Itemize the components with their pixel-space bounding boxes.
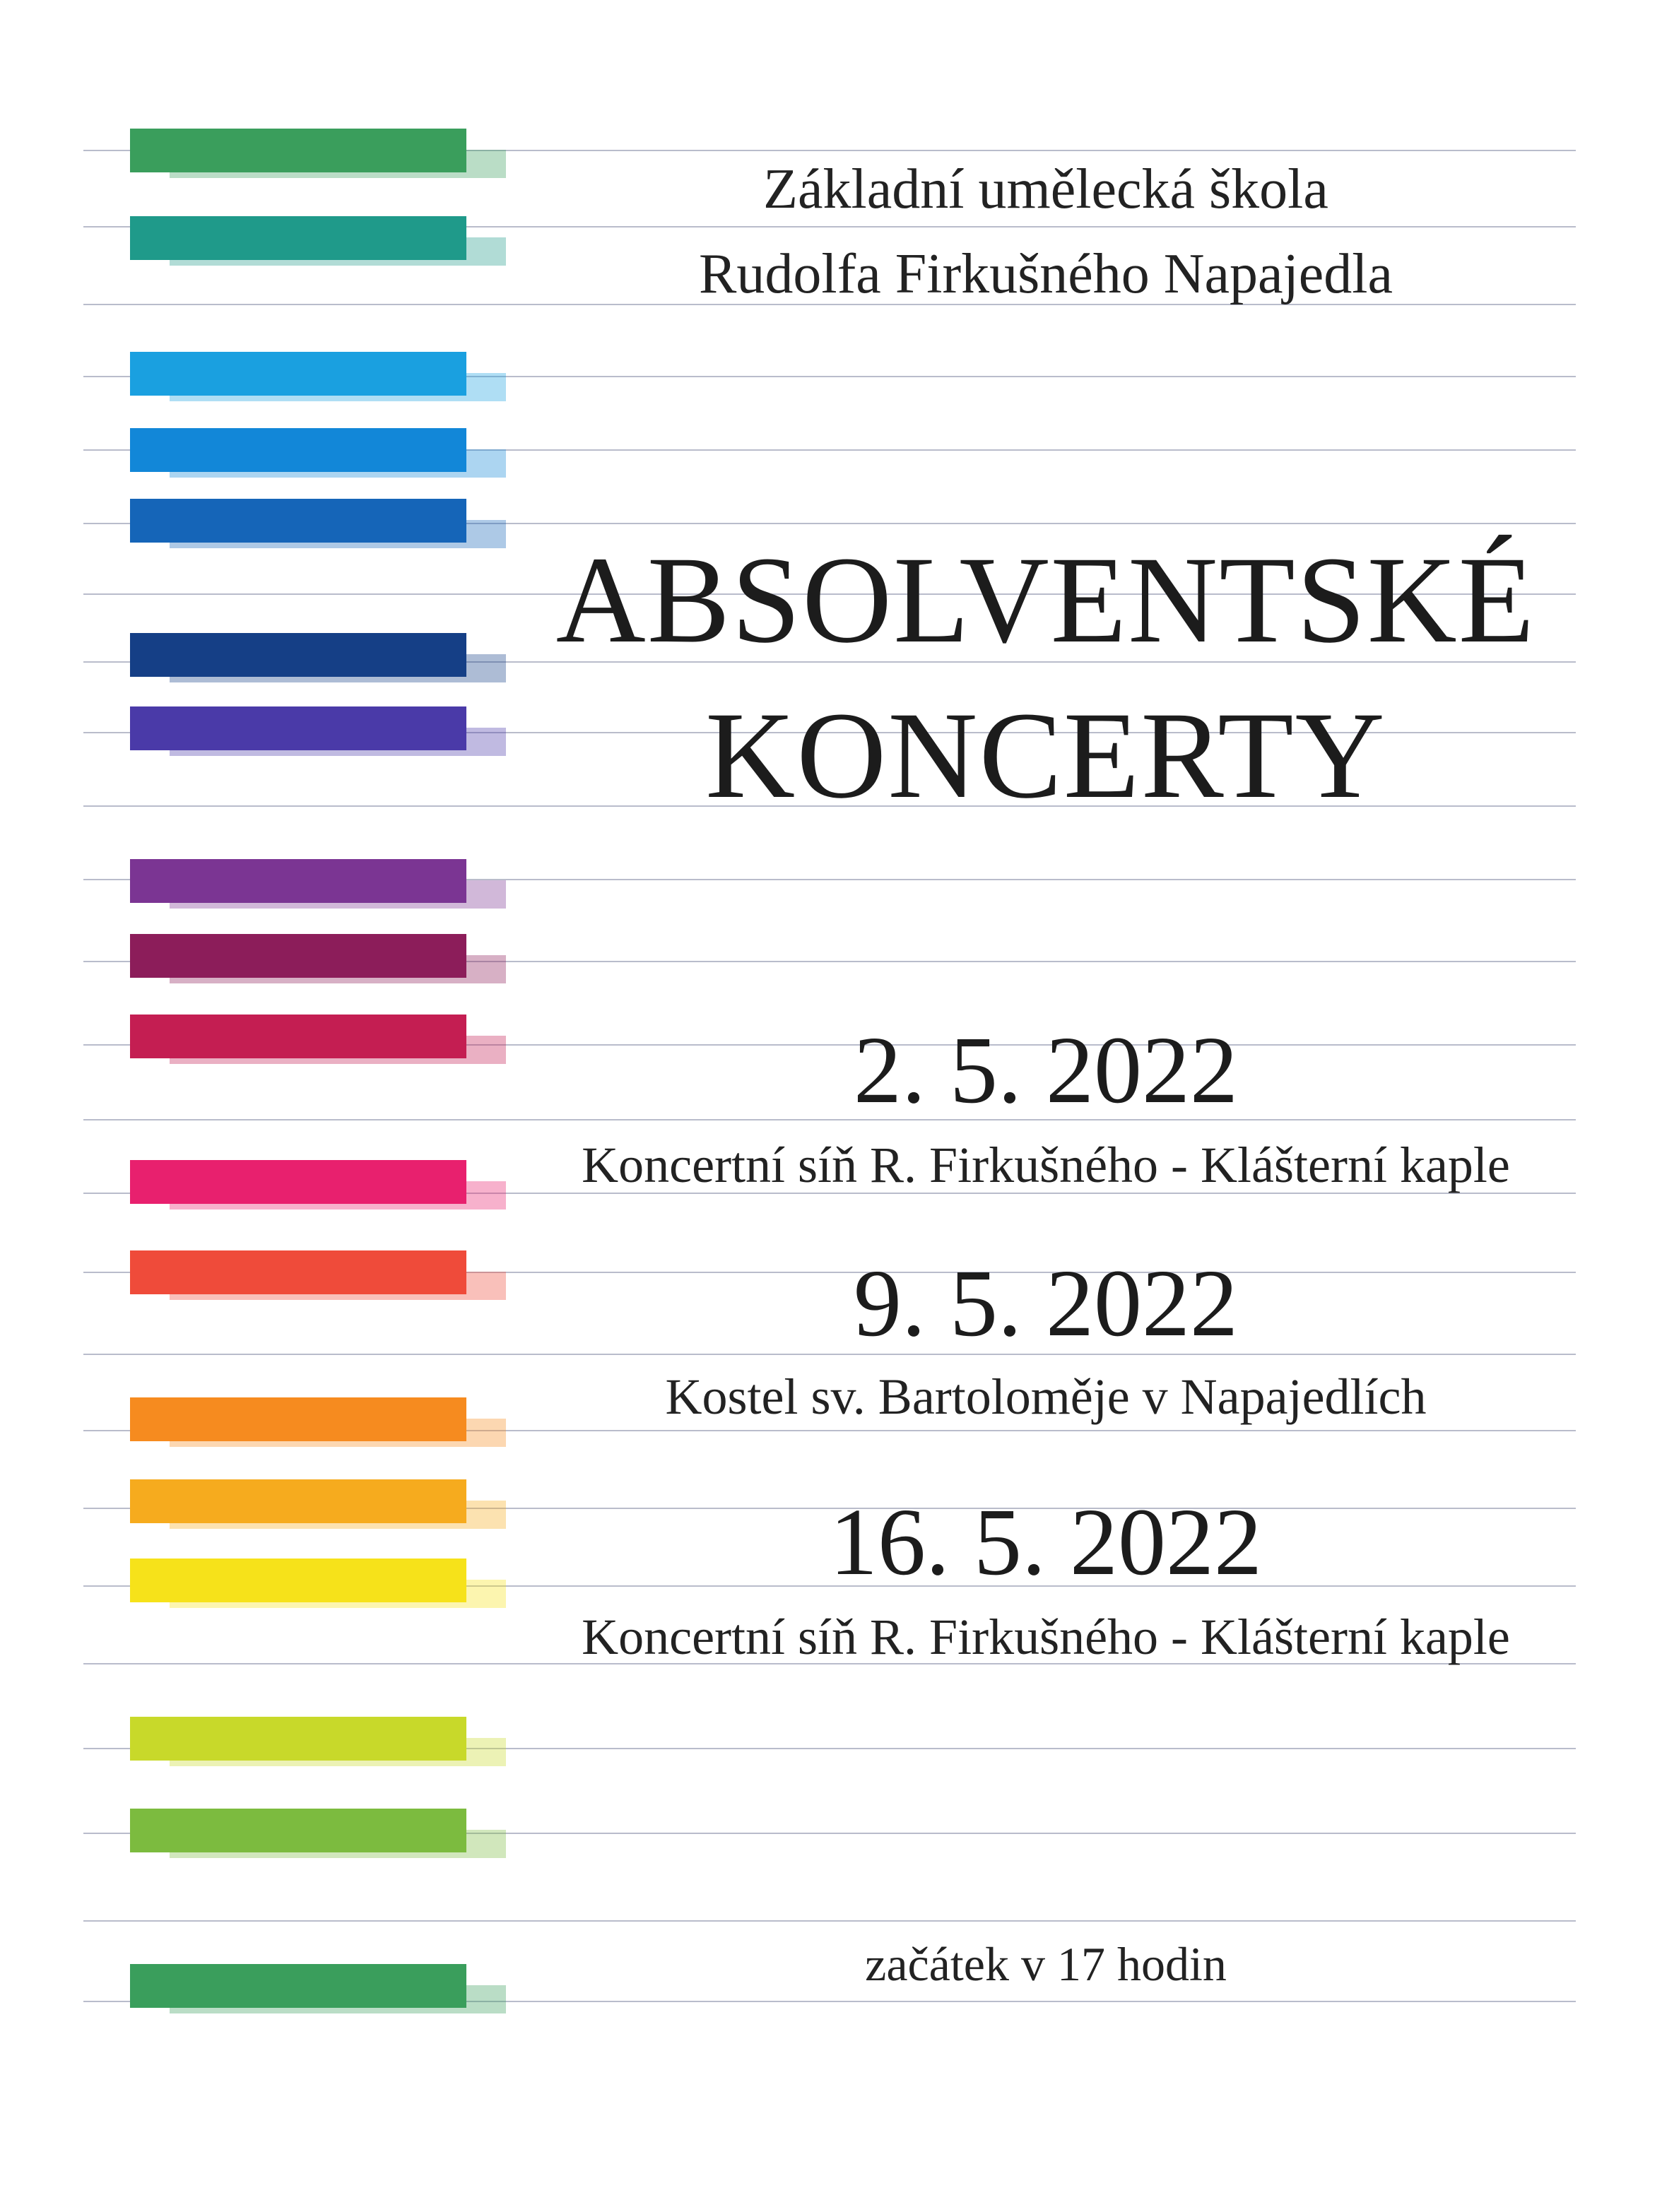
color-bar-main	[130, 129, 466, 172]
school-name-line1: Základní umělecká škola	[763, 158, 1328, 220]
concert-venue-2: Kostel sv. Bartoloměje v Napajedlích	[665, 1368, 1427, 1425]
color-bar-main	[130, 1964, 466, 2008]
color-bar-main	[130, 633, 466, 677]
concert-date-2: 9. 5. 2022	[854, 1250, 1238, 1356]
color-bar-main	[130, 1717, 466, 1761]
concert-venue-3: Koncertní síň R. Firkušného - Klášterní kaple	[582, 1609, 1510, 1665]
concert-venue-1: Koncertní síň R. Firkušného - Klášterní kaple	[582, 1137, 1510, 1193]
color-bar-main	[130, 1809, 466, 1852]
color-bar-main	[130, 706, 466, 750]
color-bar-main	[130, 1397, 466, 1441]
color-bar-main	[130, 934, 466, 978]
title-line1: ABSOLVENTSKÉ	[555, 531, 1536, 669]
school-name-line2: Rudolfa Firkušného Napajedla	[699, 243, 1393, 305]
color-bar-main	[130, 499, 466, 543]
color-bar-main	[130, 1160, 466, 1204]
concert-date-1: 2. 5. 2022	[854, 1017, 1238, 1123]
color-bar-main	[130, 1559, 466, 1602]
color-bar-main	[130, 1250, 466, 1294]
color-bar-main	[130, 216, 466, 260]
title-line2: KONCERTY	[705, 687, 1386, 824]
start-time: začátek v 17 hodin	[865, 1937, 1227, 1991]
color-bar-main	[130, 1479, 466, 1523]
ruled-line	[83, 1920, 1576, 1922]
color-bar-main	[130, 859, 466, 903]
color-bar-main	[130, 352, 466, 396]
color-bar-main	[130, 428, 466, 472]
concert-date-3: 16. 5. 2022	[830, 1489, 1262, 1595]
color-bar-main	[130, 1015, 466, 1058]
